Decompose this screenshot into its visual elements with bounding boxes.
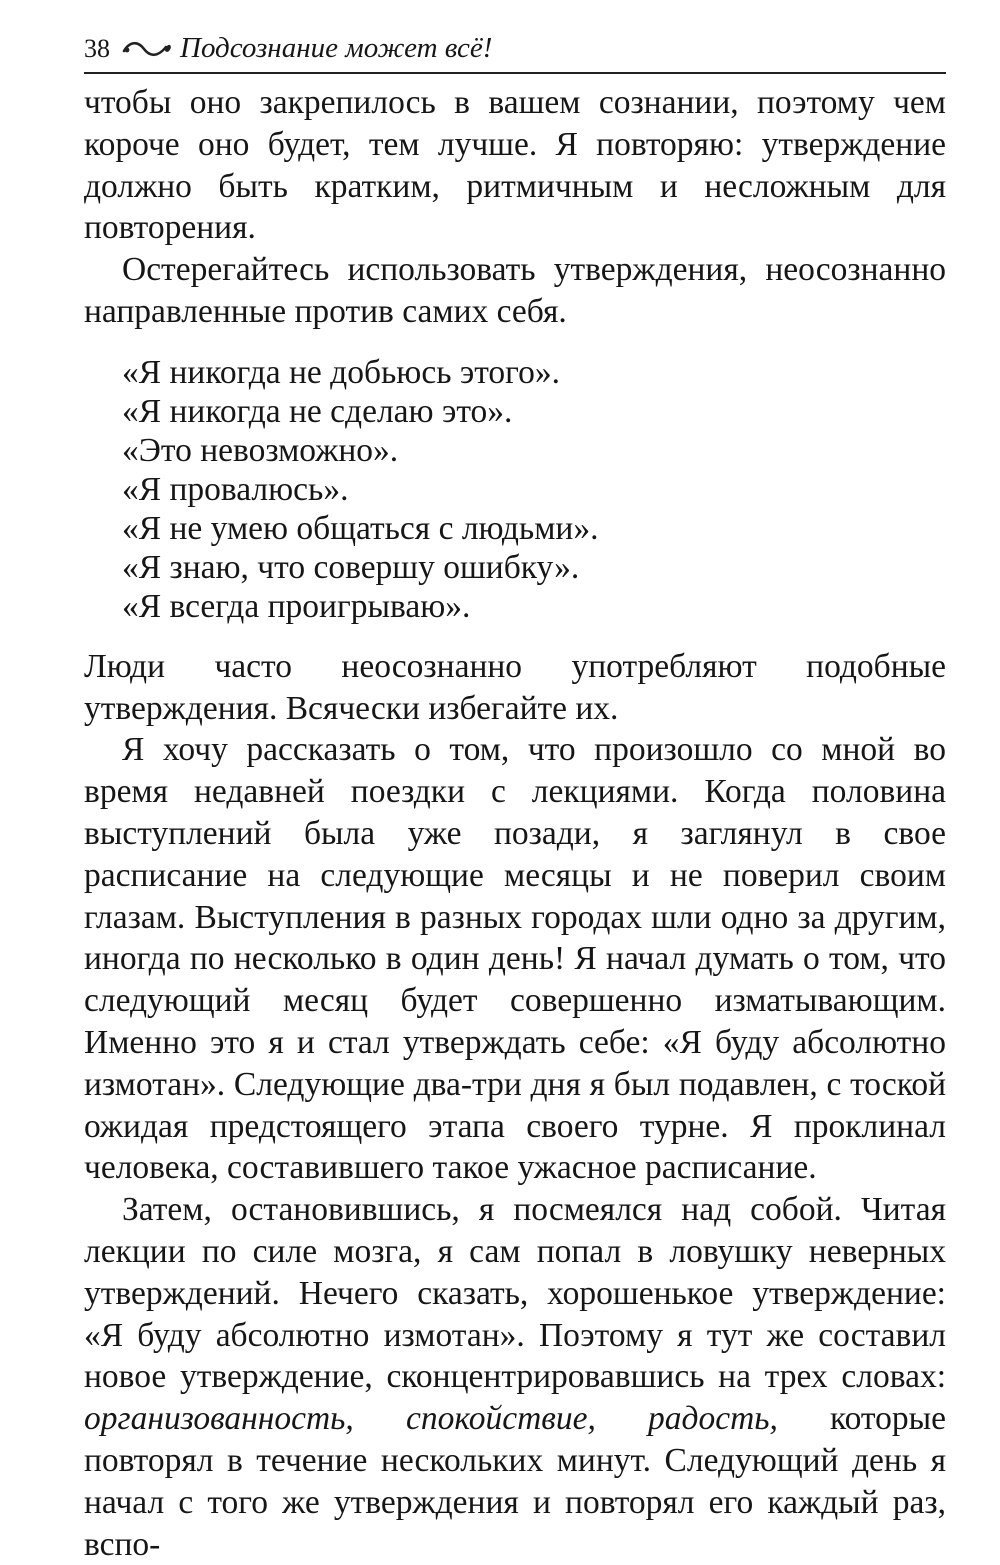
paragraph-avoid: Люди часто неосознанно употребляют подобные утверждения. Всячески избегайте их.	[84, 647, 946, 727]
list-item: «Я провалюсь».	[122, 470, 349, 508]
paragraph-lead: Затем, остановившись, я посмеялся над собой. Читая лекции по силе мозга, я сам попал в ловушку неверных утверждений. Нечего сказать, хорошенькое утверждение: «Я буду абсолютно измотан». Поэтому я тут же составил новое утверждение, сконцентрировавшись на трех словах:	[84, 1191, 946, 1396]
body-text	[84, 82, 946, 1565]
list-item: «Я знаю, что совершу ошибку».	[122, 548, 580, 586]
keyword-calm: спокойствие,	[405, 1400, 596, 1438]
list-item: «Я никогда не добьюсь этого».	[122, 353, 560, 391]
keyword-joy: радость,	[648, 1400, 778, 1438]
negative-affirmations-list	[122, 353, 946, 626]
paragraph-tail: которые повторял в течение нескольких минут. Следующий день я начал с того же утверждения и повторял его каждый раз, вспо-	[84, 1400, 947, 1563]
paragraph-continued: чтобы оно закрепилось в вашем сознании, поэтому чем короче оно будет, тем лучше. Я повторяю: утверждение должно быть кратким, ритмичным и несложным для повторения.	[84, 84, 946, 247]
page-number: 38	[84, 34, 110, 63]
list-item: «Я не умею общаться с людьми».	[122, 509, 599, 547]
swash-ornament-icon	[122, 36, 174, 67]
running-header	[84, 30, 946, 74]
running-title: Подсознание может всё!	[180, 32, 493, 64]
list-item: «Это невозможно».	[122, 431, 399, 469]
paragraph-new-affirmation	[84, 1189, 946, 1565]
paragraph-caution: Остерегайтесь использовать утверждения, неосознанно направленные против самих себя.	[84, 251, 946, 330]
list-item: «Я никогда не сделаю это».	[122, 392, 513, 430]
list-item: «Я всегда проигрываю».	[122, 587, 471, 625]
keyword-organization: организованность,	[84, 1400, 354, 1438]
paragraph-lecture-tour: Я хочу рассказать о том, что произошло со мной во время недавней поездки с лекциями. Когда половина выступлений была уже позади, я заглянул в свое расписание на следующие месяцы и не поверил своим глазам. Выступления в разных городах шли одно за другим, иногда по несколько в один день! Я начал думать о том, что следующий месяц будет совершенно изматывающим. Именно это я и стал утверждать себе: «Я буду абсолютно измотан». Следующие два-три дня я был подавлен, с тоской ожидая предстоящего этапа своего турне. Я проклинал человека, составившего такое ужасное расписание.	[84, 731, 946, 1187]
